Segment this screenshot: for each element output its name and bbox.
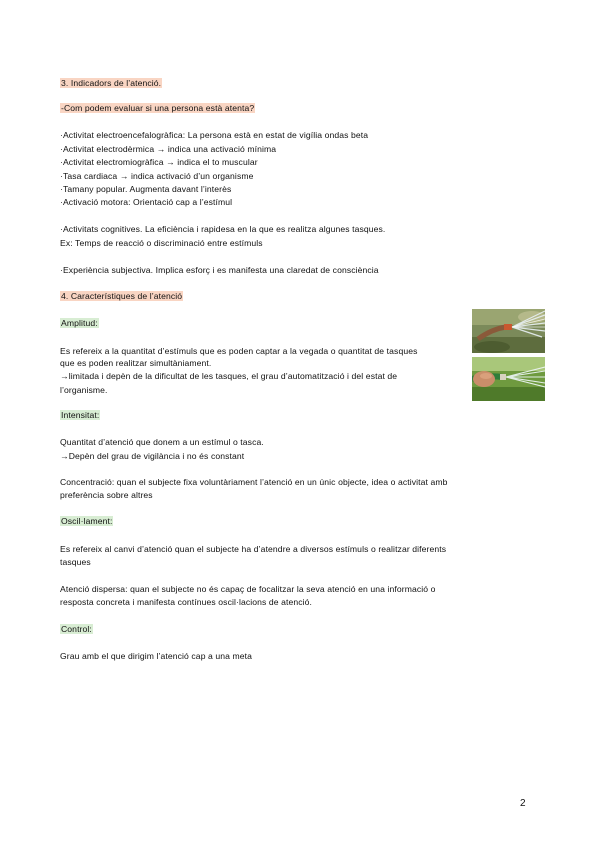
- section-3-heading-text: 3. Indicadors de l’atenció.: [61, 78, 162, 88]
- intensitat-line: Quantitat d’atenció que donem a un estímul o tasca.: [60, 437, 264, 447]
- control-line: Grau amb el que dirigim l’atenció cap a una meta: [60, 651, 253, 661]
- dispersa-line: Atenció dispersa: quan el subjecte no és capaç de focalitzar la seva atenció en una informació o: [60, 584, 436, 594]
- hose-spray-image: [472, 309, 545, 353]
- oscillament-title: Oscil·lament:: [61, 516, 113, 526]
- hand-hose-photo: [472, 357, 545, 401]
- amplitud-line: que es poden realitzar simultàniament.: [60, 358, 212, 368]
- indicator-line: ·Activitat electrodèrmica → indica una activació mínima: [60, 144, 277, 154]
- section-3-question-text: -Com podem evaluar si una persona està atenta?: [61, 103, 255, 113]
- intensitat-heading: [60, 410, 100, 421]
- subjective-line: ·Experiència subjectiva. Implica esforç i es manifesta una claredat de consciència: [60, 265, 379, 275]
- indicator-line: ·Activitat electroencefalogràfica: La persona està en estat de vigília ondas beta: [60, 130, 369, 140]
- oscillament-line: Es refereix al canvi d’atenció quan el subjecte ha d’atendre a diversos estímuls o realitzar diferents: [60, 544, 447, 554]
- section-3-heading: [60, 78, 162, 89]
- amplitud-heading: [60, 318, 99, 329]
- oscillament-heading: [60, 516, 113, 527]
- indicator-line: ·Activació motora: Orientació cap a l’estímul: [60, 197, 233, 207]
- indicator-line: ·Tamany popular. Augmenta davant l’interès: [60, 184, 232, 194]
- dispersa-line: resposta concreta i manifesta contínues oscil·lacions de atenció.: [60, 597, 313, 607]
- control-title: Control:: [61, 624, 92, 634]
- amplitud-line: →limitada i depèn de la dificultat de les tasques, el grau d’automatització i del estat de: [60, 371, 398, 381]
- control-heading: [60, 624, 93, 635]
- cognitive-example: Ex: Temps de reacció o discriminació entre estímuls: [60, 238, 263, 248]
- amplitud-title: Amplitud:: [61, 318, 98, 328]
- section-4-heading: [60, 291, 183, 302]
- concentracio-line: preferència sobre altres: [60, 490, 153, 500]
- indicator-line: ·Activitat electromiogràfica → indica el to muscular: [60, 157, 258, 167]
- hose-spray-photo: [472, 309, 545, 353]
- amplitud-line: Es refereix a la quantitat d’estímuls que es poden captar a la vegada o quantitat de tasques: [60, 346, 418, 356]
- section-3-question: [60, 103, 255, 114]
- concentracio-line: Concentració: quan el subjecte fixa voluntàriament l’atenció en un únic objecte, idea o activitat amb: [60, 477, 448, 487]
- cognitive-line: ·Activitats cognitives. La eficiència i rapidesa en la que es realitza algunes tasques.: [60, 224, 386, 234]
- intensitat-line: →Depèn del grau de vigilància i no és constant: [60, 451, 245, 461]
- hand-hose-image: [472, 357, 545, 401]
- intensitat-title: Intensitat:: [61, 410, 100, 420]
- amplitud-line: l’organisme.: [60, 385, 108, 395]
- oscillament-line: tasques: [60, 557, 91, 567]
- page-number: 2: [520, 798, 526, 809]
- indicator-line: ·Tasa cardiaca → indica activació d’un organisme: [60, 171, 254, 181]
- section-4-heading-text: 4. Característiques de l’atenció: [61, 291, 183, 301]
